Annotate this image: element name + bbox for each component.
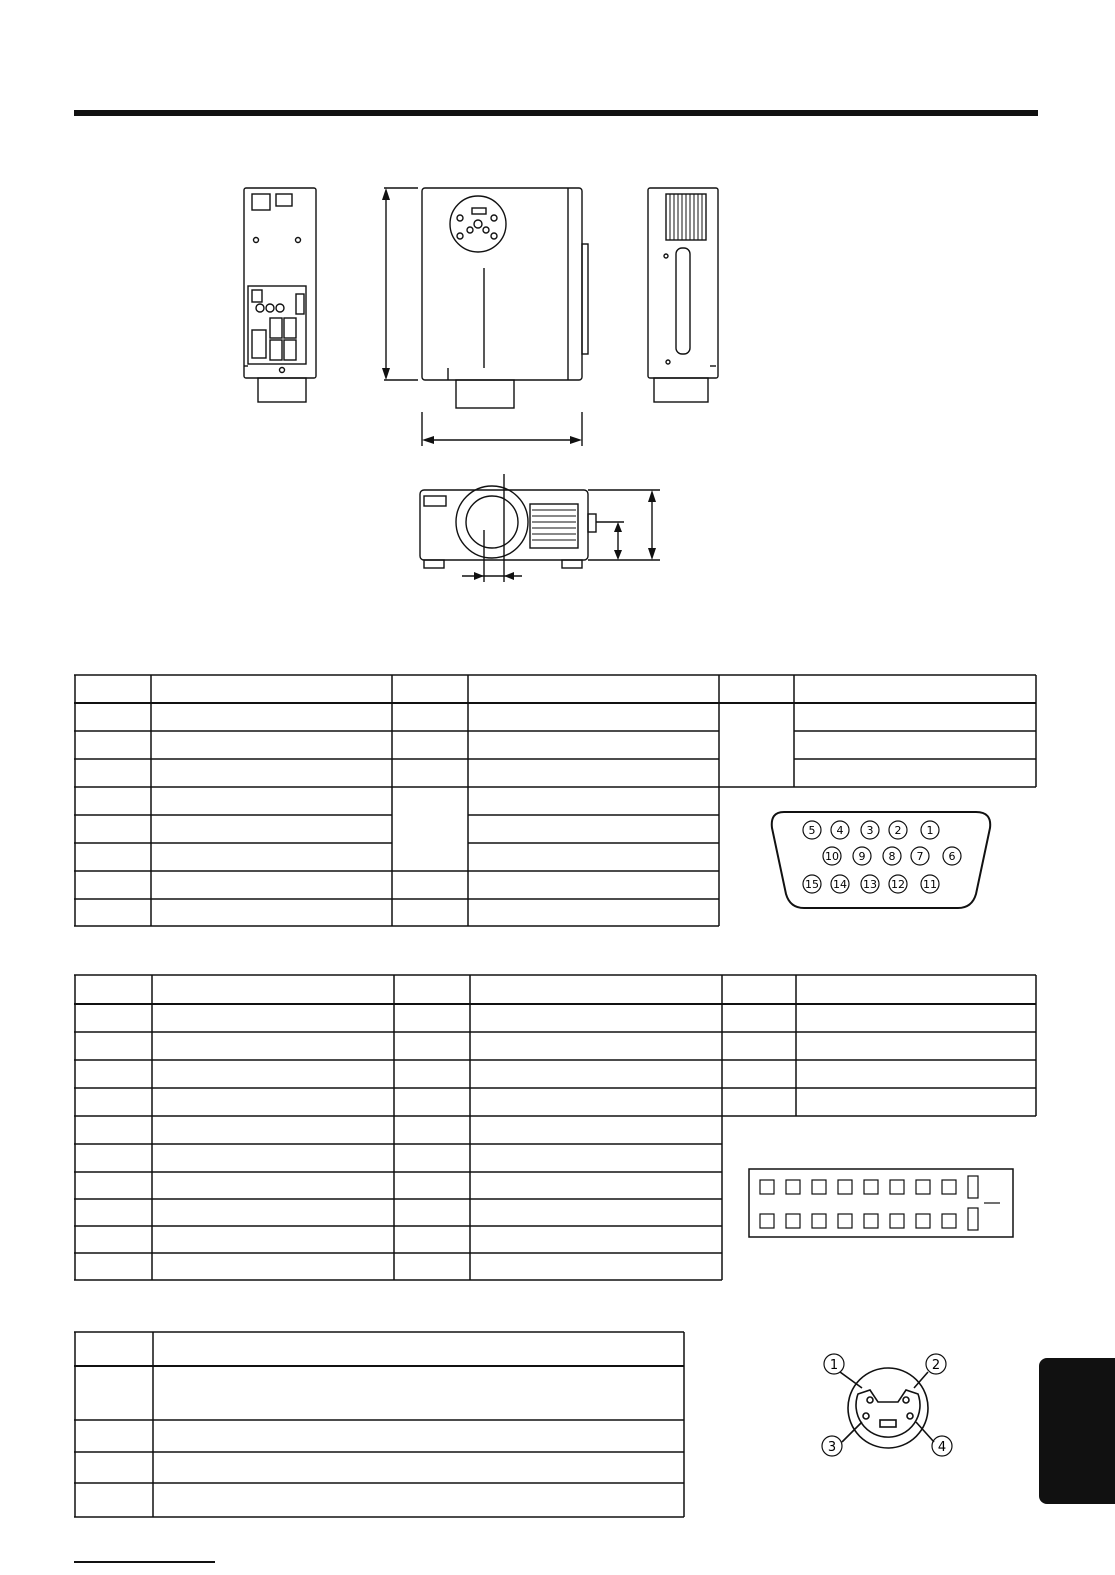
dvi-pin-square (916, 1214, 930, 1228)
dvi-pin-square (786, 1180, 800, 1194)
projector-side-view (644, 186, 724, 412)
vga-pin-number: 13 (863, 878, 877, 891)
projector-rear-view (240, 186, 320, 412)
vga-pin-number: 5 (808, 824, 816, 837)
dvi-pin-square (942, 1214, 956, 1228)
vga-pin-number: 7 (916, 850, 924, 863)
footer-rule (74, 1561, 215, 1563)
dvi-pin-square (942, 1180, 956, 1194)
projector-front-view (412, 470, 662, 594)
svideo-pin-table (74, 1330, 686, 1522)
vga-pin-number: 12 (891, 878, 905, 891)
projector-top-view (368, 182, 596, 452)
vga-pin-number: 15 (805, 878, 819, 891)
vga-pin-number: 4 (836, 824, 844, 837)
dvi-pin-square (864, 1180, 878, 1194)
vga-pin-number: 2 (894, 824, 902, 837)
vga-pin-number: 8 (888, 850, 896, 863)
dvi-pin-square (838, 1180, 852, 1194)
vga-pin-number: 9 (858, 850, 866, 863)
svideo-pin-number: 4 (937, 1440, 947, 1455)
dvi-pin-square (890, 1180, 904, 1194)
vga-pin-number: 1 (926, 824, 934, 837)
dvi-pin-square (838, 1214, 852, 1228)
dvi-pin-square (812, 1180, 826, 1194)
dvi-connector-diagram (748, 1168, 1016, 1240)
section-tab-marker (1039, 1358, 1115, 1504)
dvi-pin-square (864, 1214, 878, 1228)
svideo-pin-number: 2 (931, 1358, 941, 1373)
dvi-pin-square (786, 1214, 800, 1228)
svideo-connector-diagram (818, 1350, 962, 1460)
vga-pin-number: 10 (825, 850, 839, 863)
dvi-pin-square (916, 1180, 930, 1194)
vga-pin-number: 11 (923, 878, 937, 891)
vga-pin-number: 6 (948, 850, 956, 863)
dvi-pin-square (812, 1214, 826, 1228)
vga-pin-number: 3 (866, 824, 874, 837)
svideo-pin-number: 1 (829, 1358, 839, 1373)
dvi-pin-square (760, 1214, 774, 1228)
svideo-pin-number: 3 (827, 1440, 837, 1455)
vga-pin-number: 14 (833, 878, 847, 891)
vga-connector-diagram (770, 808, 994, 912)
dvi-pin-square (890, 1214, 904, 1228)
dvi-pin-square (760, 1180, 774, 1194)
header-rule (74, 110, 1038, 116)
